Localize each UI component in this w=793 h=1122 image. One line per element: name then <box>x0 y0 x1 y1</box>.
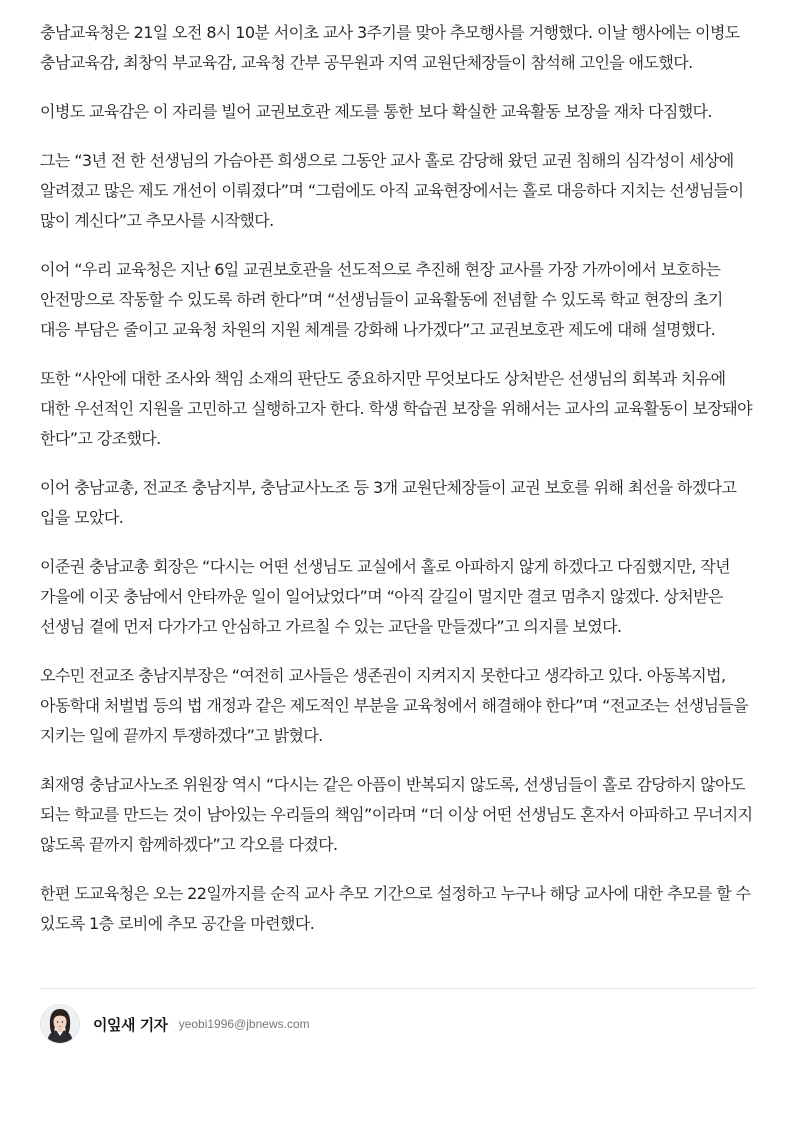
article-paragraph: 최재영 충남교사노조 위원장 역시 “다시는 같은 아픔이 반복되지 않도록, 선생님들이 홀로 감당하지 않아도 되는 학교를 만드는 것이 남아있는 우리들의 책임”이라며 “더 이상 어떤 선생님도 혼자서 아파하고 무너지지 않도록 끝까지 함께하겠다”고 각오를 다졌다. <box>40 775 753 854</box>
reporter-name[interactable]: 이잎새 기자 <box>93 1015 168 1034</box>
byline-divider <box>40 988 755 989</box>
article-paragraph: 그는 “3년 전 한 선생님의 가슴아픈 희생으로 그동안 교사 홀로 감당해 왔던 교권 침해의 심각성이 세상에 알려졌고 많은 제도 개선이 이뤄졌다”며 “그럼에도 아직 교육현장에서는 홀로 대응하다 지치는 선생님들이 많이 계신다”고 추모사를 시작했다. <box>40 151 744 230</box>
reporter-portrait-icon <box>41 1005 79 1043</box>
reporter-email[interactable]: yeobi1996@jbnews.com <box>178 1017 310 1031</box>
article-body <box>40 18 756 958</box>
article-paragraph: 오수민 전교조 충남지부장은 “여전히 교사들은 생존권이 지켜지지 못한다고 생각하고 있다. 아동복지법, 아동학대 처벌법 등의 법 개정과 같은 제도적인 부분을 교육청에서 해결해야 한다”며 “전교조는 선생님들을 지키는 일에 끝까지 투쟁하겠다”고 밝혔다. <box>40 666 749 745</box>
reporter-byline <box>40 1004 310 1044</box>
article-paragraph: 이병도 교육감은 이 자리를 빌어 교권보호관 제도를 통한 보다 확실한 교육활동 보장을 재차 다짐했다. <box>40 102 712 121</box>
article-paragraph: 이준권 충남교총 회장은 “다시는 어떤 선생님도 교실에서 홀로 아파하지 않게 하겠다고 다짐했지만, 작년 가을에 이곳 충남에서 안타까운 일이 일어났었다”며 “아직 갈길이 멀지만 결코 멈추지 않겠다. 상처받은 선생님 곁에 먼저 다가가고 안심하고 가르칠 수 있는 교단을 만들겠다”고 의지를 보였다. <box>40 557 730 636</box>
article-paragraph: 한편 도교육청은 오는 22일까지를 순직 교사 추모 기간으로 설정하고 누구나 해당 교사에 대한 추모를 할 수 있도록 1층 로비에 추모 공간을 마련했다. <box>40 884 751 933</box>
article-paragraph: 이어 “우리 교육청은 지난 6일 교권보호관을 선도적으로 추진해 현장 교사를 가장 가까이에서 보호하는 안전망으로 작동할 수 있도록 하려 한다”며 “선생님들이 교육활동에 전념할 수 있도록 학교 현장의 초기 대응 부담은 줄이고 교육청 차원의 지원 체계를 강화해 나가겠다”고 교권보호관 제도에 대해 설명했다. <box>40 260 723 339</box>
article-paragraph: 또한 “사안에 대한 조사와 책임 소재의 판단도 중요하지만 무엇보다도 상처받은 선생님의 회복과 치유에 대한 우선적인 지원을 고민하고 실행하고자 한다. 학생 학습권 보장을 위해서는 교사의 교육활동이 보장돼야 한다”고 강조했다. <box>40 369 752 448</box>
article-paragraph: 충남교육청은 21일 오전 8시 10분 서이초 교사 3주기를 맞아 추모행사를 거행했다. 이날 행사에는 이병도 충남교육감, 최창익 부교육감, 교육청 간부 공무원과 지역 교원단체장들이 참석해 고인을 애도했다. <box>40 23 740 72</box>
reporter-avatar[interactable] <box>40 1004 80 1044</box>
article-paragraph: 이어 충남교총, 전교조 충남지부, 충남교사노조 등 3개 교원단체장들이 교권 보호를 위해 최선을 하겠다고 입을 모았다. <box>40 478 737 527</box>
